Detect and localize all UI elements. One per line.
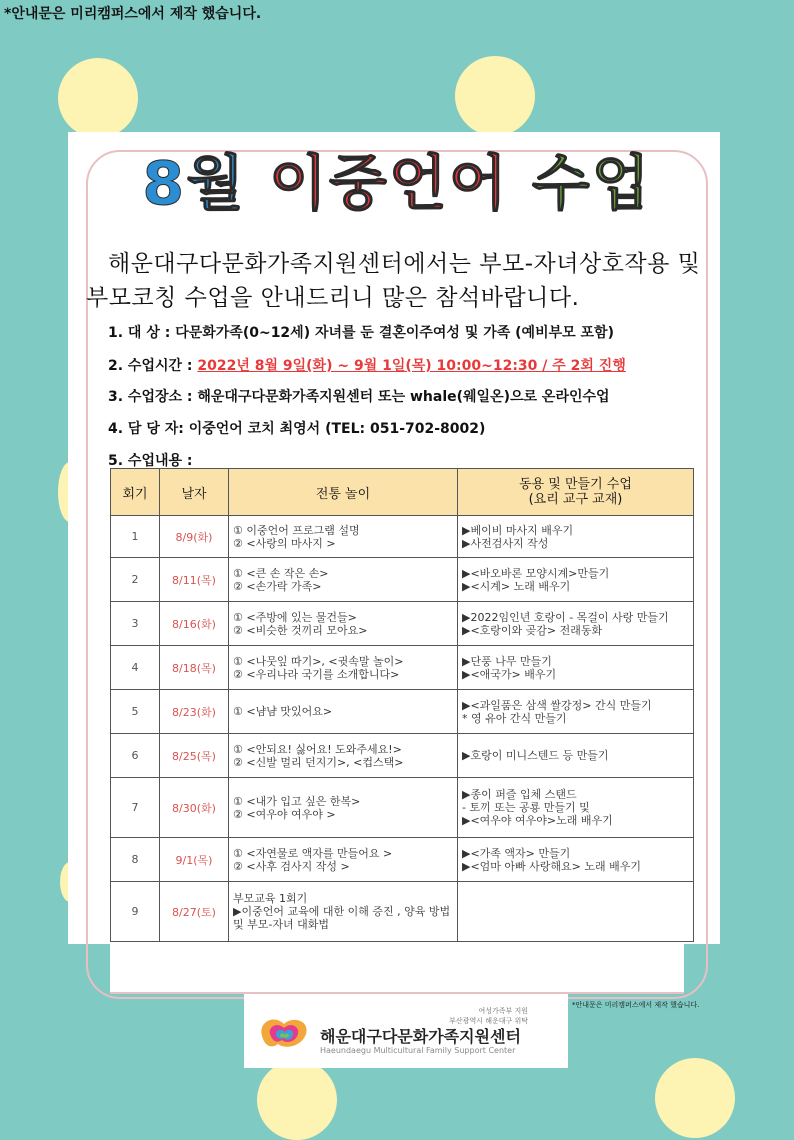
- activity-cell: ▶<과일품은 삼색 쌀강정> 간식 만들기 * 영 유아 간식 만들기: [458, 690, 694, 734]
- info-target: 1. 대 상 : 다문화가족(0~12세) 자녀를 둔 결혼이주여성 및 가족 (예비부모 포함): [108, 325, 614, 341]
- table-row: [111, 838, 694, 882]
- session-date-cell: 8/27(토): [160, 882, 229, 942]
- center-logo: [244, 994, 568, 1068]
- session-date-cell: 8/23(화): [160, 690, 229, 734]
- header-session: 회기: [111, 469, 160, 516]
- decor-dot: [455, 56, 535, 136]
- activity-cell: ▶<가족 액자> 만들기 ▶<엄마 아빠 사랑해요> 노래 배우기: [458, 838, 694, 882]
- session-number-cell: 2: [111, 558, 160, 602]
- session-date-cell: 9/1(목): [160, 838, 229, 882]
- side-note: *안내문은 미리캠퍼스에서 제작 했습니다.: [572, 1001, 700, 1009]
- activity-cell: ▶호랑이 미니스텐드 등 만들기: [458, 734, 694, 778]
- traditional-play-cell: ① <큰 손 작은 손> ② <손가락 가족>: [229, 558, 458, 602]
- info-schedule-value: 2022년 8월 9일(화) ~ 9월 1일(목) 10:00~12:30 / 주 2회 진행: [197, 358, 626, 374]
- info-schedule-label: 2. 수업시간 :: [108, 358, 198, 374]
- title-month: 8월: [142, 149, 247, 219]
- session-date-cell: 8/16(화): [160, 602, 229, 646]
- traditional-play-cell: ① <내가 입고 싶은 한복> ② <여우야 여우야 >: [229, 778, 458, 838]
- decor-dot: [655, 1058, 735, 1138]
- logo-sponsor1: 여성가족부 지원: [478, 1007, 528, 1015]
- traditional-play-cell: ① 이중언어 프로그램 설명 ② <사랑의 마사지 >: [229, 516, 458, 558]
- table-row: [111, 646, 694, 690]
- intro-text: 해운대구다문화가족지원센터에서는 부모-자녀상호작용 및 부모코칭 수업을 안내드리니 많은 참석바랍니다.: [86, 251, 701, 311]
- poster-frame-bottom: [110, 940, 684, 994]
- top-note: *안내문은 미리캠퍼스에서 제작 했습니다.: [4, 6, 262, 22]
- traditional-play-cell: ① <자연물로 액자를 만들어요 > ② <사후 검사지 작성 >: [229, 838, 458, 882]
- traditional-play-cell: ① <주방에 있는 물건들> ② <비슷한 것끼리 모아요>: [229, 602, 458, 646]
- table-header-row: [111, 469, 694, 516]
- table-row: [111, 558, 694, 602]
- traditional-play-cell: 부모교육 1회기 ▶이중언어 교육에 대한 이해 증진 , 양육 방법 및 부모-자녀 대화법: [229, 882, 458, 942]
- session-number-cell: 6: [111, 734, 160, 778]
- session-number-cell: 3: [111, 602, 160, 646]
- traditional-play-cell: ① <안되요! 싫어요! 도와주세요!> ② <신발 멀리 던지기>, <컵스택>: [229, 734, 458, 778]
- activity-cell: ▶단풍 나무 만들기 ▶<애국가> 배우기: [458, 646, 694, 690]
- table-row: [111, 734, 694, 778]
- activity-cell: ▶베이비 마사지 배우기 ▶사전검사지 작성: [458, 516, 694, 558]
- title-bilingual: 이중언어: [268, 149, 509, 219]
- table-row: [111, 882, 694, 942]
- traditional-play-cell: ① <냠냠 맛있어요>: [229, 690, 458, 734]
- session-date-cell: 8/18(목): [160, 646, 229, 690]
- activity-cell: ▶종이 퍼즐 입체 스탠드 - 토끼 또는 공룡 만들기 및 ▶<여우야 여우야>노래 배우기: [458, 778, 694, 838]
- table-row: [111, 778, 694, 838]
- session-number-cell: 1: [111, 516, 160, 558]
- session-number-cell: 8: [111, 838, 160, 882]
- decor-dot: [257, 1060, 337, 1140]
- logo-center-name: 해운대구다문화가족지원센터: [320, 1027, 521, 1046]
- info-place: 3. 수업장소 : 해운대구다문화가족지원센터 또는 whale(웨일온)으로 온라인수업: [108, 389, 610, 405]
- session-date-cell: 8/25(목): [160, 734, 229, 778]
- session-number-cell: 5: [111, 690, 160, 734]
- title-class: 수업: [531, 149, 652, 219]
- session-number-cell: 7: [111, 778, 160, 838]
- logo-sponsor2: 부산광역시 해운대구 위탁: [449, 1017, 528, 1025]
- activity-cell: [458, 882, 694, 942]
- header-activity: 동용 및 만들기 수업 (요리 교구 교재): [458, 469, 694, 516]
- decor-dot: [58, 58, 138, 138]
- session-number-cell: 4: [111, 646, 160, 690]
- activity-cell: ▶2022임인년 호랑이 - 목걸이 사랑 만들기 ▶<호랑이와 곶감> 전래동화: [458, 602, 694, 646]
- logo-center-name-en: Haeundaegu Multicultural Family Support Center: [320, 1046, 516, 1055]
- header-date: 날자: [160, 469, 229, 516]
- table-row: [111, 516, 694, 558]
- center-logo-icon: [256, 1010, 316, 1054]
- info-schedule: [108, 355, 626, 375]
- activity-cell: ▶<바오바론 모양시계>만들기 ▶<시계> 노래 배우기: [458, 558, 694, 602]
- info-contact: 4. 담 당 자: 이중언어 코치 최영서 (TEL: 051-702-8002): [108, 421, 486, 437]
- header-traditional-play: 전통 놀이: [229, 469, 458, 516]
- info-content-label: 5. 수업내용 :: [108, 453, 193, 469]
- table-row: [111, 690, 694, 734]
- session-date-cell: 8/11(목): [160, 558, 229, 602]
- schedule-table: [110, 468, 694, 942]
- session-date-cell: 8/30(화): [160, 778, 229, 838]
- poster-title: [0, 136, 794, 222]
- traditional-play-cell: ① <나뭇잎 따기>, <귓속말 놀이> ② <우리나라 국기를 소개합니다>: [229, 646, 458, 690]
- table-row: [111, 602, 694, 646]
- session-number-cell: 9: [111, 882, 160, 942]
- session-date-cell: 8/9(화): [160, 516, 229, 558]
